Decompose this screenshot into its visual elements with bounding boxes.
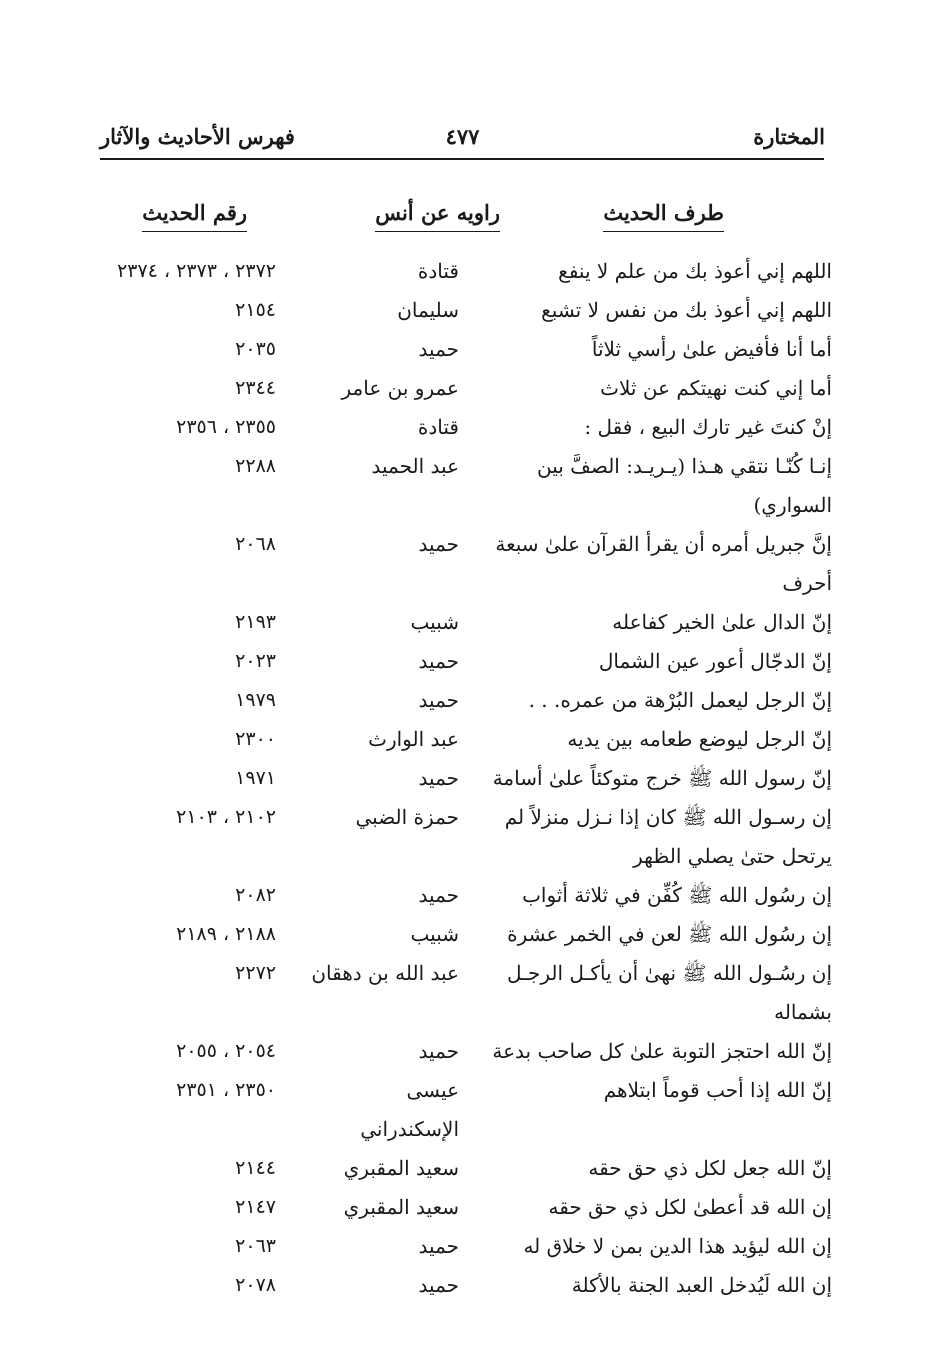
narrator: حميد xyxy=(418,688,459,712)
hadith-number: ٢١٠٢ ، ٢١٠٣ xyxy=(176,806,276,828)
table-row xyxy=(0,798,952,876)
table-row xyxy=(0,252,952,291)
hadith-number: ٢٢٧٢ xyxy=(235,962,276,984)
header-rule xyxy=(100,158,824,160)
narrator: حميد xyxy=(418,532,459,556)
hadith-text: إنّ الدال علىٰ الخير كفاعله xyxy=(612,610,832,634)
narrator: قتادة xyxy=(417,415,459,439)
column-heading-narrator: راويه عن أنس xyxy=(375,200,500,232)
hadith-number: ١٩٧١ xyxy=(235,767,276,789)
hadith-number: ٢٠٦٣ xyxy=(235,1235,276,1257)
hadith-number: ٢٠٣٥ xyxy=(235,338,276,360)
narrator: حميد xyxy=(418,1273,459,1297)
narrator: سليمان xyxy=(397,298,459,322)
table-row xyxy=(0,720,952,759)
hadith-number: ٢٣٥٠ ، ٢٣٥١ xyxy=(176,1079,276,1101)
hadith-number: ٢٠٢٣ xyxy=(235,650,276,672)
column-heading-number: رقم الحديث xyxy=(142,200,247,232)
table-row xyxy=(0,1227,952,1266)
hadith-number: ٢٠٧٨ xyxy=(235,1274,276,1296)
narrator: حميد xyxy=(418,766,459,790)
hadith-number: ٢٣٤٤ xyxy=(235,377,276,399)
table-row xyxy=(0,1032,952,1071)
table-row xyxy=(0,603,952,642)
hadith-text: أما إني كنت نهيتكم عن ثلاث xyxy=(600,376,832,400)
hadith-text: أما أنا فأفيض علىٰ رأسي ثلاثاً xyxy=(591,337,832,361)
table-row xyxy=(0,447,952,525)
table-row xyxy=(0,369,952,408)
hadith-text: إنّ الله جعل لكل ذي حق حقه xyxy=(588,1156,832,1180)
hadith-number: ٢٠٦٨ xyxy=(235,533,276,555)
hadith-text: إن الله لَيُدخل العبد الجنة بالأكلة xyxy=(571,1273,832,1297)
hadith-number: ٢٠٥٤ ، ٢٠٥٥ xyxy=(176,1040,276,1062)
narrator: حميد xyxy=(418,1039,459,1063)
narrator: حميد xyxy=(418,883,459,907)
table-row xyxy=(0,1266,952,1305)
narrator: حمزة الضبي xyxy=(355,805,459,829)
hadith-text: إنّ الرجل ليعمل البُرْهة من عمره. . . xyxy=(528,688,832,712)
index-table xyxy=(0,252,952,1305)
hadith-text: إنّ الله احتجز التوبة علىٰ كل صاحب بدعة xyxy=(492,1039,832,1063)
hadith-number: ٢١٥٤ xyxy=(235,299,276,321)
table-row xyxy=(0,525,952,603)
narrator: سعيد المقبري xyxy=(343,1195,459,1219)
narrator: عيسى xyxy=(406,1078,459,1102)
narrator: شبيب xyxy=(410,922,459,946)
narrator: حميد xyxy=(418,649,459,673)
book-title: المختارة xyxy=(753,124,825,149)
narrator: عبد الوارث xyxy=(368,727,459,751)
hadith-text: إنـا كُنّـا نتقي هـذا (يـريـد: الصفَّ بين السواري) xyxy=(536,454,832,517)
hadith-text: إنَّ جبريل أمره أن يقرأ القرآن علىٰ سبعة أحرف xyxy=(495,532,832,595)
table-row xyxy=(0,291,952,330)
hadith-text: إن الله قد أعطىٰ لكل ذي حق حقه xyxy=(548,1195,832,1219)
hadith-text: اللهم إني أعوذ بك من علم لا ينفع xyxy=(558,259,832,283)
narrator: عبد الحميد xyxy=(371,454,459,478)
running-header xyxy=(100,124,825,160)
hadith-text: إنّ الله إذا أحب قوماً ابتلاهم xyxy=(603,1078,832,1102)
hadith-text: إن رسُول الله ﷺ لعن في الخمر عشرة xyxy=(507,922,832,946)
hadith-number: ٢٢٨٨ xyxy=(235,455,276,477)
hadith-text: إن رسـول الله ﷺ كان إذا نـزل منزلاً لم يرتحل حتىٰ يصلي الظهر xyxy=(504,805,832,868)
table-row xyxy=(0,330,952,369)
table-row xyxy=(0,1149,952,1188)
hadith-number: ٢٣٧٢ ، ٢٣٧٣ ، ٢٣٧٤ xyxy=(117,260,276,282)
table-row xyxy=(0,1071,952,1149)
table-row xyxy=(0,681,952,720)
narrator: حميد xyxy=(418,337,459,361)
column-heading-hadith: طرف الحديث xyxy=(603,200,724,232)
narrator: سعيد المقبري xyxy=(343,1156,459,1180)
hadith-number: ٢٠٨٢ xyxy=(235,884,276,906)
table-row xyxy=(0,642,952,681)
hadith-text: إنّ الرجل ليوضع طعامه بين يديه xyxy=(567,727,832,751)
table-row xyxy=(0,408,952,447)
narrator: قتادة xyxy=(417,259,459,283)
hadith-text: إن رسُـول الله ﷺ نهىٰ أن يأكـل الرجـل بشماله xyxy=(507,961,832,1024)
hadith-text: إنّ الدجّال أعور عين الشمال xyxy=(598,649,832,673)
hadith-number: ٢١٩٣ xyxy=(235,611,276,633)
narrator: شبيب xyxy=(410,610,459,634)
hadith-text: اللهم إني أعوذ بك من نفس لا تشبع xyxy=(541,298,832,322)
narrator: حميد xyxy=(418,1234,459,1258)
hadith-number: ٢٣٥٥ ، ٢٣٥٦ xyxy=(176,416,276,438)
narrator: عمرو بن عامر xyxy=(341,376,459,400)
hadith-text: إن رسُول الله ﷺ كُفِّن في ثلاثة أثواب xyxy=(522,883,832,907)
hadith-text: إنّ رسول الله ﷺ خرج متوكئاً علىٰ أسامة xyxy=(492,766,832,790)
narrator-continuation: الإسكندراني xyxy=(360,1117,459,1141)
hadith-text: إنْ كنتَ غير تارك البيع ، فقل : xyxy=(584,415,832,439)
table-row xyxy=(0,759,952,798)
hadith-number: ٢٣٠٠ xyxy=(235,728,276,750)
hadith-number: ٢١٤٤ xyxy=(235,1157,276,1179)
hadith-text: إن الله ليؤيد هذا الدين بمن لا خلاق له xyxy=(523,1234,832,1258)
table-row xyxy=(0,1188,952,1227)
table-row xyxy=(0,954,952,1032)
hadith-number: ٢١٤٧ xyxy=(235,1196,276,1218)
table-row xyxy=(0,915,952,954)
page-number: ٤٧٧ xyxy=(445,124,480,149)
table-row xyxy=(0,876,952,915)
section-title: فهرس الأحاديث والآثار xyxy=(100,124,295,149)
narrator: عبد الله بن دهقان xyxy=(311,961,459,985)
hadith-number: ١٩٧٩ xyxy=(235,689,276,711)
hadith-number: ٢١٨٨ ، ٢١٨٩ xyxy=(176,923,276,945)
